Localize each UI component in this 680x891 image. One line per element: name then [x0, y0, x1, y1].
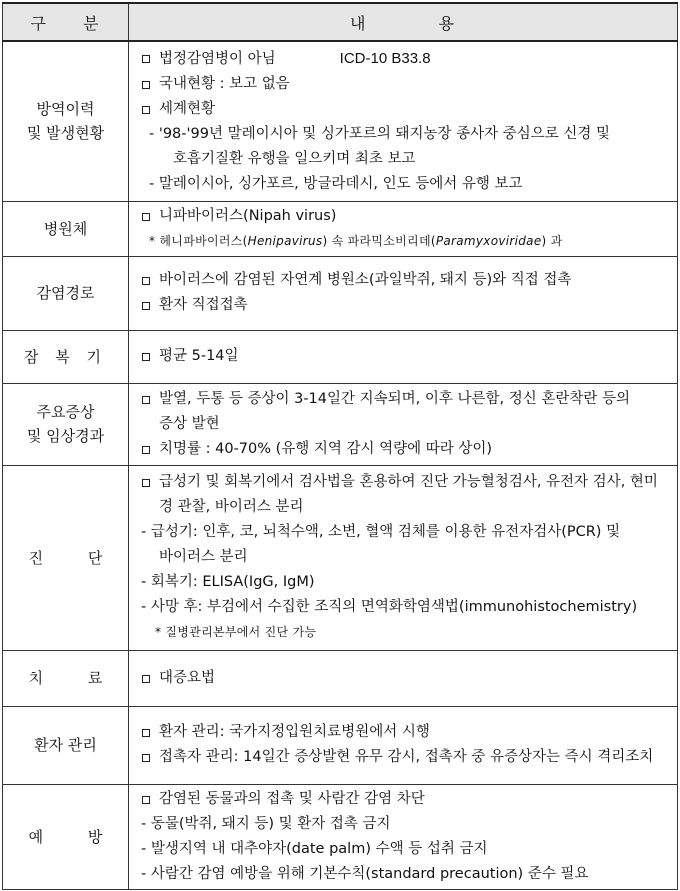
pathogen-taxonomy-note [141, 229, 671, 254]
incubation-period: 평균 5-14일 [141, 344, 671, 369]
symptoms-course-cont: 증상 발현 [159, 415, 220, 432]
note-family: Paramyxoviridae [435, 233, 542, 248]
label-management: 환자 관리 [3, 706, 129, 784]
history-world: 세계현황 [141, 97, 671, 122]
header-content-text: 내 용 [350, 13, 456, 33]
diagnosis-methods: 급성기 및 회복기에서 검사법을 혼용하여 진단 가능혈청검사, 유전자 검사, 현미 [141, 470, 671, 495]
history-detail-1-cont: 호흡기질환 유행을 일으키며 최초 보고 [173, 150, 416, 167]
diagnosis-note: * 질병관리본부에서 진단 가능 [155, 625, 317, 639]
content-symptoms [129, 383, 678, 465]
content-incubation [129, 330, 678, 383]
symptoms-course: 발열, 두통 등 증상이 3-14일간 지속되며, 이후 나른함, 정신 혼란착란 등의 [141, 387, 671, 412]
row-history [3, 41, 678, 201]
content-treatment [129, 650, 678, 706]
label-pathogen: 병원체 [3, 201, 129, 256]
label-prevention: 예 방 [3, 784, 129, 889]
history-domestic: 국내현황 : 보고 없음 [141, 72, 671, 97]
history-legal-text: 법정감염병이 아님 [159, 50, 276, 67]
label-symptoms-line1: 주요증상 [36, 403, 95, 421]
management-contacts: 접촉자 관리: 14일간 증상발현 유무 감시, 접촉자 중 유증상자는 즉시 격리조치 [141, 745, 671, 770]
row-diagnosis [3, 465, 678, 650]
header-content [129, 3, 678, 41]
pathogen-name: 니파바이러스(Nipah virus) [141, 204, 671, 229]
label-symptoms-line2: 및 임상경과 [26, 427, 105, 445]
label-route: 감염경로 [3, 256, 129, 330]
note-pre: * 헤니파바이러스( [149, 233, 248, 248]
label-history [3, 41, 129, 201]
diagnosis-recovery: - 회복기: ELISA(IgG, IgM) [141, 574, 315, 590]
note-mid: ) 속 파라믹소비리데( [322, 233, 436, 248]
label-history-line1: 방역이력 [36, 100, 95, 119]
history-legal-status [141, 46, 671, 72]
prevention-date-palm: - 발생지역 내 대추야자(date palm) 수액 등 섭취 금지 [141, 840, 488, 857]
history-detail-1: - '98-'99년 말레이시아 및 싱가포르의 돼지농장 종사자 중심으로 신경 및 [149, 125, 610, 142]
label-diagnosis: 진 단 [3, 465, 129, 650]
route-natural-reservoir: 바이러스에 감염된 자연계 병원소(과일박쥐, 돼지 등)와 직접 접촉 [141, 268, 671, 293]
content-diagnosis [129, 465, 678, 650]
diagnosis-postmortem: - 사망 후: 부검에서 수집한 조직의 면역화학염색법(immunohistochemistry) [141, 599, 638, 615]
header-category-text: 구 분 [30, 13, 101, 33]
row-management [3, 706, 678, 784]
content-history [129, 41, 678, 201]
diagnosis-acute-cont: 바이러스 분리 [159, 549, 248, 565]
row-prevention [3, 784, 678, 889]
diagnosis-acute: - 급성기: 인후, 코, 뇌척수액, 소변, 혈액 검체를 이용한 유전자검사(PCR) 및 [141, 524, 621, 540]
route-patient-contact: 환자 직접접촉 [141, 293, 671, 318]
prevention-contact: - 동물(박쥐, 돼지 등) 및 환자 접촉 금지 [141, 815, 391, 832]
row-symptoms [3, 383, 678, 465]
row-incubation [3, 330, 678, 383]
content-pathogen [129, 201, 678, 256]
management-patient: 환자 관리: 국가지정입원치료병원에서 시행 [141, 720, 671, 745]
note-post: ) 과 [541, 233, 563, 248]
diagnosis-methods-cont: 경 관찰, 바이러스 분리 [159, 499, 304, 515]
icd-code: ICD-10 B33.8 [339, 49, 431, 67]
label-incubation: 잠 복 기 [3, 330, 129, 383]
label-treatment: 치 료 [3, 650, 129, 706]
header-category [3, 3, 129, 41]
content-prevention [129, 784, 678, 889]
nipah-info-table [2, 2, 678, 890]
row-route [3, 256, 678, 330]
row-treatment [3, 650, 678, 706]
history-detail-2: - 말레이시아, 싱가포르, 방글라데시, 인도 등에서 유행 보고 [149, 175, 523, 192]
prevention-standard: - 사람간 감염 예방을 위해 기본수칙(standard precaution) 준수 필요 [141, 865, 589, 882]
note-genus: Henipavirus [247, 233, 323, 248]
info-table-sheet [2, 2, 678, 890]
symptoms-fatality-rate: 치명률 : 40-70% (유행 지역 감시 역량에 따라 상이) [141, 437, 671, 462]
content-management [129, 706, 678, 784]
label-symptoms [3, 383, 129, 465]
treatment-symptomatic: 대증요법 [141, 666, 671, 691]
prevention-block: 감염된 동물과의 접촉 및 사람간 감염 차단 [141, 787, 671, 812]
header-row [3, 3, 678, 41]
label-history-line2: 및 발생현황 [26, 124, 105, 143]
content-route [129, 256, 678, 330]
row-pathogen [3, 201, 678, 256]
